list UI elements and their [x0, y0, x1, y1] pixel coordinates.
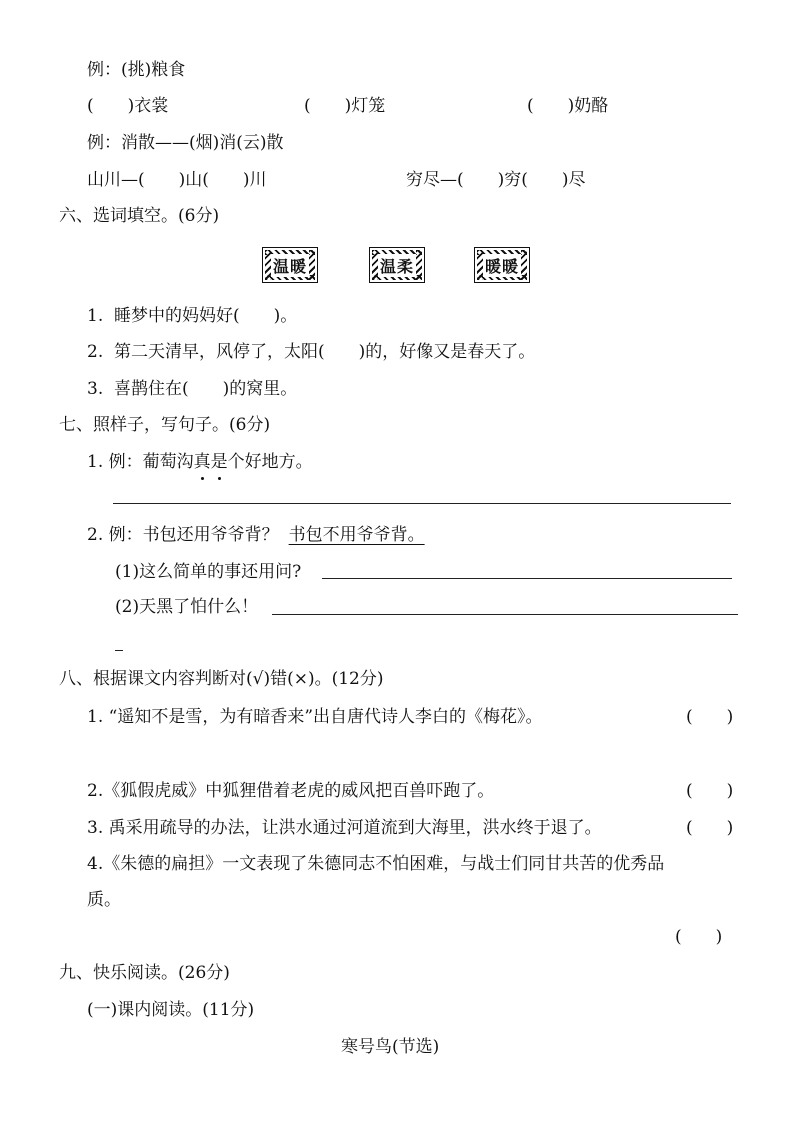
- blank-clothes: ( )衣裳: [87, 96, 169, 116]
- s7-q1-prefix: 1. 例：葡萄沟: [87, 452, 194, 472]
- word-3: 暖暖: [483, 254, 521, 277]
- blank-poor-end: 穷尽—( )穷( )尽: [406, 170, 586, 190]
- s7-q2a: (1)这么简单的事还用问?: [115, 562, 302, 582]
- s7-q1-suffix: 个好地方。: [227, 452, 313, 472]
- s7-q2b: (2)天黑了怕什么！: [115, 597, 259, 617]
- word-2: 温柔: [378, 254, 416, 277]
- answer-line-3[interactable]: [272, 614, 738, 615]
- word-box-1: [262, 247, 318, 283]
- s8-item-2: 2.《狐假虎威》中狐狸借着老虎的威风把百兽吓跑了。: [87, 781, 495, 801]
- blank-mountain-river: 山川—( )山( )川: [87, 170, 267, 190]
- section-7-title: 七、照样子，写句子。(6分): [59, 415, 271, 435]
- s7-q2-answer: 书包不用爷爷背。: [288, 525, 425, 545]
- s8-answer-4[interactable]: ( ): [675, 927, 723, 947]
- word-box-3: [474, 247, 530, 283]
- passage-title: 寒号鸟(节选): [341, 1037, 440, 1057]
- answer-line-1[interactable]: [113, 503, 731, 504]
- blank-cheese: ( )奶酪: [527, 96, 609, 116]
- example-2: 例：消散——(烟)消(云)散: [87, 133, 284, 153]
- s8-answer-1[interactable]: ( ): [686, 707, 734, 727]
- s6-item-2: 2. 第二天清早，风停了，太阳( )的，好像又是春天了。: [87, 342, 536, 362]
- s8-item-3: 3. 禹采用疏导的办法，让洪水通过河道流到大海里，洪水终于退了。: [87, 818, 602, 838]
- s7-q1-dotted-1: 真: [193, 452, 211, 472]
- answer-line-2[interactable]: [322, 578, 732, 579]
- s7-q2: [87, 524, 425, 546]
- s6-item-3: 3. 喜鹊住在( )的窝里。: [87, 379, 298, 399]
- s8-item-4-cont: 质。: [87, 890, 121, 910]
- s8-item-4: 4.《朱德的扁担》一文表现了朱德同志不怕困难，与战士们同甘共苦的优秀品: [87, 854, 665, 874]
- answer-line-tail: [115, 650, 123, 651]
- blank-lantern: ( )灯笼: [304, 96, 386, 116]
- word-1: 温暖: [271, 254, 309, 277]
- example-1: 例：(挑)粮食: [87, 60, 186, 80]
- section-6-title: 六、选词填空。(6分): [59, 206, 220, 226]
- s7-q1: [87, 451, 313, 473]
- s9-subtitle: (一)课内阅读。(11分): [87, 1000, 255, 1020]
- s7-q2-prefix: 2. 例：书包还用爷爷背？: [87, 525, 279, 545]
- s8-answer-3[interactable]: ( ): [686, 818, 734, 838]
- s8-answer-2[interactable]: ( ): [686, 781, 734, 801]
- section-9-title: 九、快乐阅读。(26分): [59, 963, 230, 983]
- s7-q1-dotted-2: 是: [210, 452, 228, 472]
- section-8-title: 八、根据课文内容判断对(√)错(×)。(12分): [59, 669, 384, 689]
- s6-item-1: 1. 睡梦中的妈妈好( )。: [87, 306, 298, 326]
- word-box-2: [369, 247, 425, 283]
- s8-item-1: 1. “遥知不是雪，为有暗香来”出自唐代诗人李白的《梅花》。: [87, 707, 543, 727]
